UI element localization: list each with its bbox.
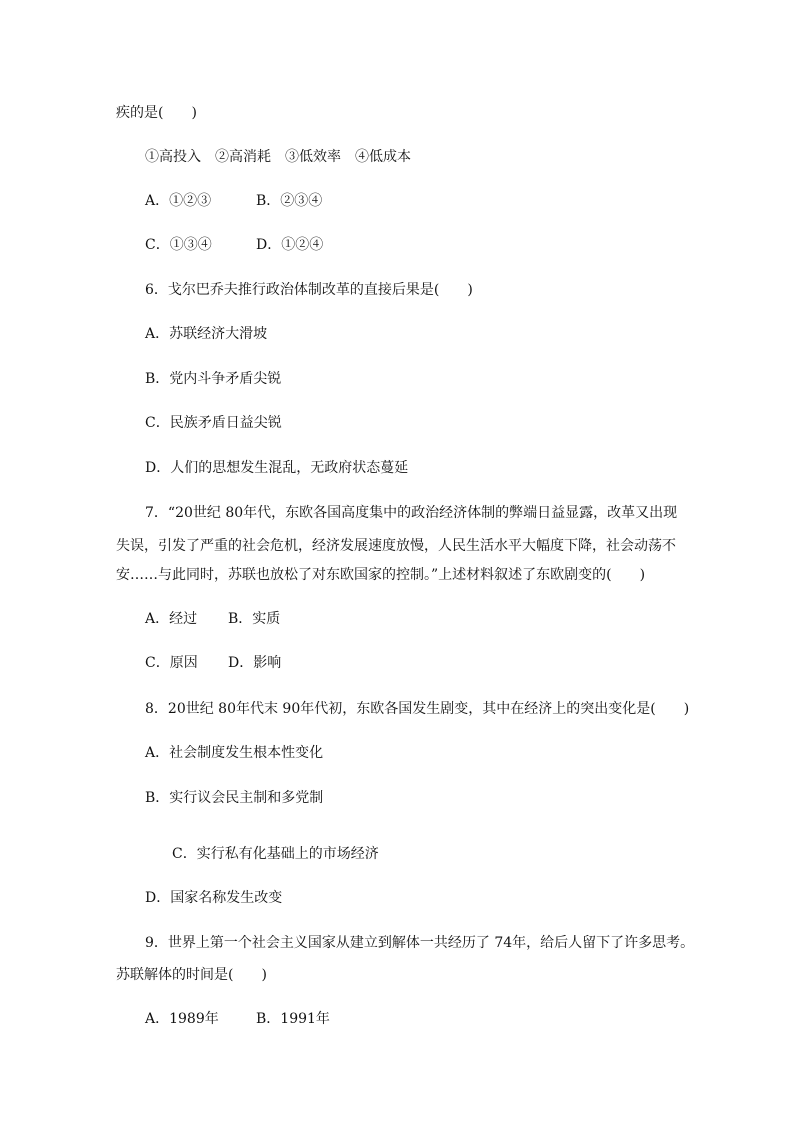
q6-option-c: C．民族矛盾日益尖锐 bbox=[145, 415, 282, 431]
q7-option-a: A．经过 bbox=[145, 611, 198, 627]
q7-option-c: C．原因 bbox=[145, 655, 198, 671]
q7-option-d: D．影响 bbox=[228, 655, 282, 671]
q6-option-b: B．党内斗争矛盾尖锐 bbox=[145, 371, 282, 387]
q6-stem: 6．戈尔巴乔夫推行政治体制改革的直接后果是( ) bbox=[145, 282, 473, 298]
q8-option-c: C．实行私有化基础上的市场经济 bbox=[172, 846, 379, 862]
q6-option-a: A．苏联经济大滑坡 bbox=[145, 326, 268, 342]
q7-option-b: B．实质 bbox=[228, 611, 281, 627]
q7-stem-line-2: 失误，引发了严重的社会危机，经济发展速度放慢，人民生活水平大幅度下降，社会动荡不 bbox=[116, 538, 676, 554]
q9-stem-line-1: 9．世界上第一个社会主义国家从建立到解体一共经历了 74年，给后人留下了许多思考。 bbox=[145, 935, 695, 951]
q5-items: ①高投入 ②高消耗 ③低效率 ④低成本 bbox=[145, 149, 411, 165]
q5-option-c: C．①③④ bbox=[145, 237, 212, 253]
q5-option-b: B．②③④ bbox=[256, 193, 323, 209]
q8-option-a: A．社会制度发生根本性变化 bbox=[145, 745, 324, 761]
q9-stem-line-2: 苏联解体的时间是( ) bbox=[116, 967, 267, 983]
q9-option-b: B．1991年 bbox=[256, 1011, 330, 1027]
q7-stem-line-1: 7．“20世纪 80年代，东欧各国高度集中的政治经济体制的弊端日益显露，改革又出现 bbox=[145, 505, 678, 521]
q5-option-d: D．①②④ bbox=[256, 237, 324, 253]
q8-option-d: D．国家名称发生改变 bbox=[145, 890, 283, 906]
q8-option-b: B．实行议会民主制和多党制 bbox=[145, 790, 324, 806]
q5-option-a: A．①②③ bbox=[145, 193, 212, 209]
q6-option-d: D．人们的思想发生混乱，无政府状态蔓延 bbox=[145, 460, 409, 476]
q8-stem: 8．20世纪 80年代末 90年代初，东欧各国发生剧变，其中在经济上的突出变化是( ) bbox=[145, 701, 690, 717]
q7-stem-line-3: 安……与此同时，苏联也放松了对东欧国家的控制。”上述材料叙述了东欧剧变的( ) bbox=[116, 567, 646, 583]
q9-option-a: A．1989年 bbox=[145, 1011, 219, 1027]
q5-stem-tail: 疾的是( ) bbox=[116, 105, 197, 121]
